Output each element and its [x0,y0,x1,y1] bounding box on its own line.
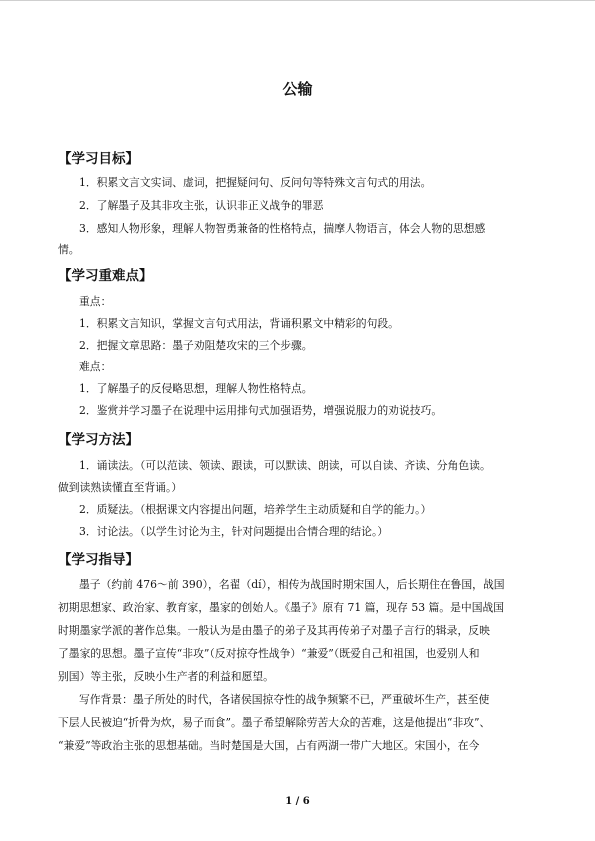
goal-item: 2．了解墨子及其非攻主张，认识非正义战争的罪恶 [79,199,324,212]
guidance-line: 了墨家的思想。墨子宣传“非攻”（反对掠夺性战争）“兼爱”（既爱自己和祖国，也爱别人和 [58,647,480,660]
keypoints-line: 重点： [79,295,112,308]
keypoints-line: 1．了解墨子的反侵略思想，理解人物性格特点。 [79,382,313,395]
goal-item: 3．感知人物形象，理解人物智勇兼备的性格特点，揣摩人物语言，体会人物的思想感 [79,222,486,235]
methods-line: 1．诵读法。（可以范读、领读、跟读，可以默读、朗读，可以自读、齐读、分角色读。 [79,459,491,472]
methods-line: 3．讨论法。（以学生讨论为主，针对问题提出合情合理的结论。） [79,525,389,538]
heading-keypoints: 【学习重难点】 [58,268,153,284]
heading-goals: 【学习目标】 [58,151,139,167]
keypoints-line: 难点： [79,360,112,373]
guidance-line: 时期墨家学派的著作总集。一般认为是由墨子的弟子及其再传弟子对墨子言行的辑录，反映 [58,624,490,637]
methods-line: 做到读熟读懂直至背诵。） [58,481,183,494]
guidance-line: 初期思想家、政治家、教育家，墨家的创始人。《墨子》原有 71 篇，现存 53 篇。是中国战国 [58,601,505,614]
keypoints-line: 2．鉴赏并学习墨子在说理中运用排句式加强语势，增强说服力的劝说技巧。 [79,404,443,417]
guidance-line: 写作背景：墨子所处的时代，各诸侯国掠夺性的战争频繁不已，严重破坏生产，甚至使 [79,693,490,706]
keypoints-line: 2．把握文章思路：墨子劝阻楚攻宋的三个步骤。 [79,339,313,352]
goal-item-continuation: 情。 [58,243,80,256]
guidance-line: 墨子（约前 476～前 390），名翟（dí），相传为战国时期宋国人，后长期住在鲁国，战国 [79,578,505,591]
guidance-line: “兼爱”等政治主张的思想基础。当时楚国是大国，占有两湖一带广大地区。宋国小，在今 [58,739,480,752]
heading-guidance: 【学习指导】 [58,552,139,568]
keypoints-line: 1．积累文言知识，掌握文言句式用法，背诵积累文中精彩的句段。 [79,317,399,330]
methods-line: 2．质疑法。（根据课文内容提出问题，培养学生主动质疑和自学的能力。） [79,503,432,516]
goal-item: 1．积累文言文实词、虚词，把握疑问句、反问句等特殊文言句式的用法。 [79,176,432,189]
heading-methods: 【学习方法】 [58,432,139,448]
page-title: 公输 [282,80,313,98]
guidance-line: 别国）等主张，反映小生产者的利益和愿望。 [58,670,274,683]
page-number: 1 / 6 [285,796,310,807]
guidance-line: 下层人民被迫“折骨为炊，易子而食”。墨子希望解除劳苦大众的苦难，这是他提出“非攻”、 [58,716,491,729]
top-rule [0,0,595,1]
